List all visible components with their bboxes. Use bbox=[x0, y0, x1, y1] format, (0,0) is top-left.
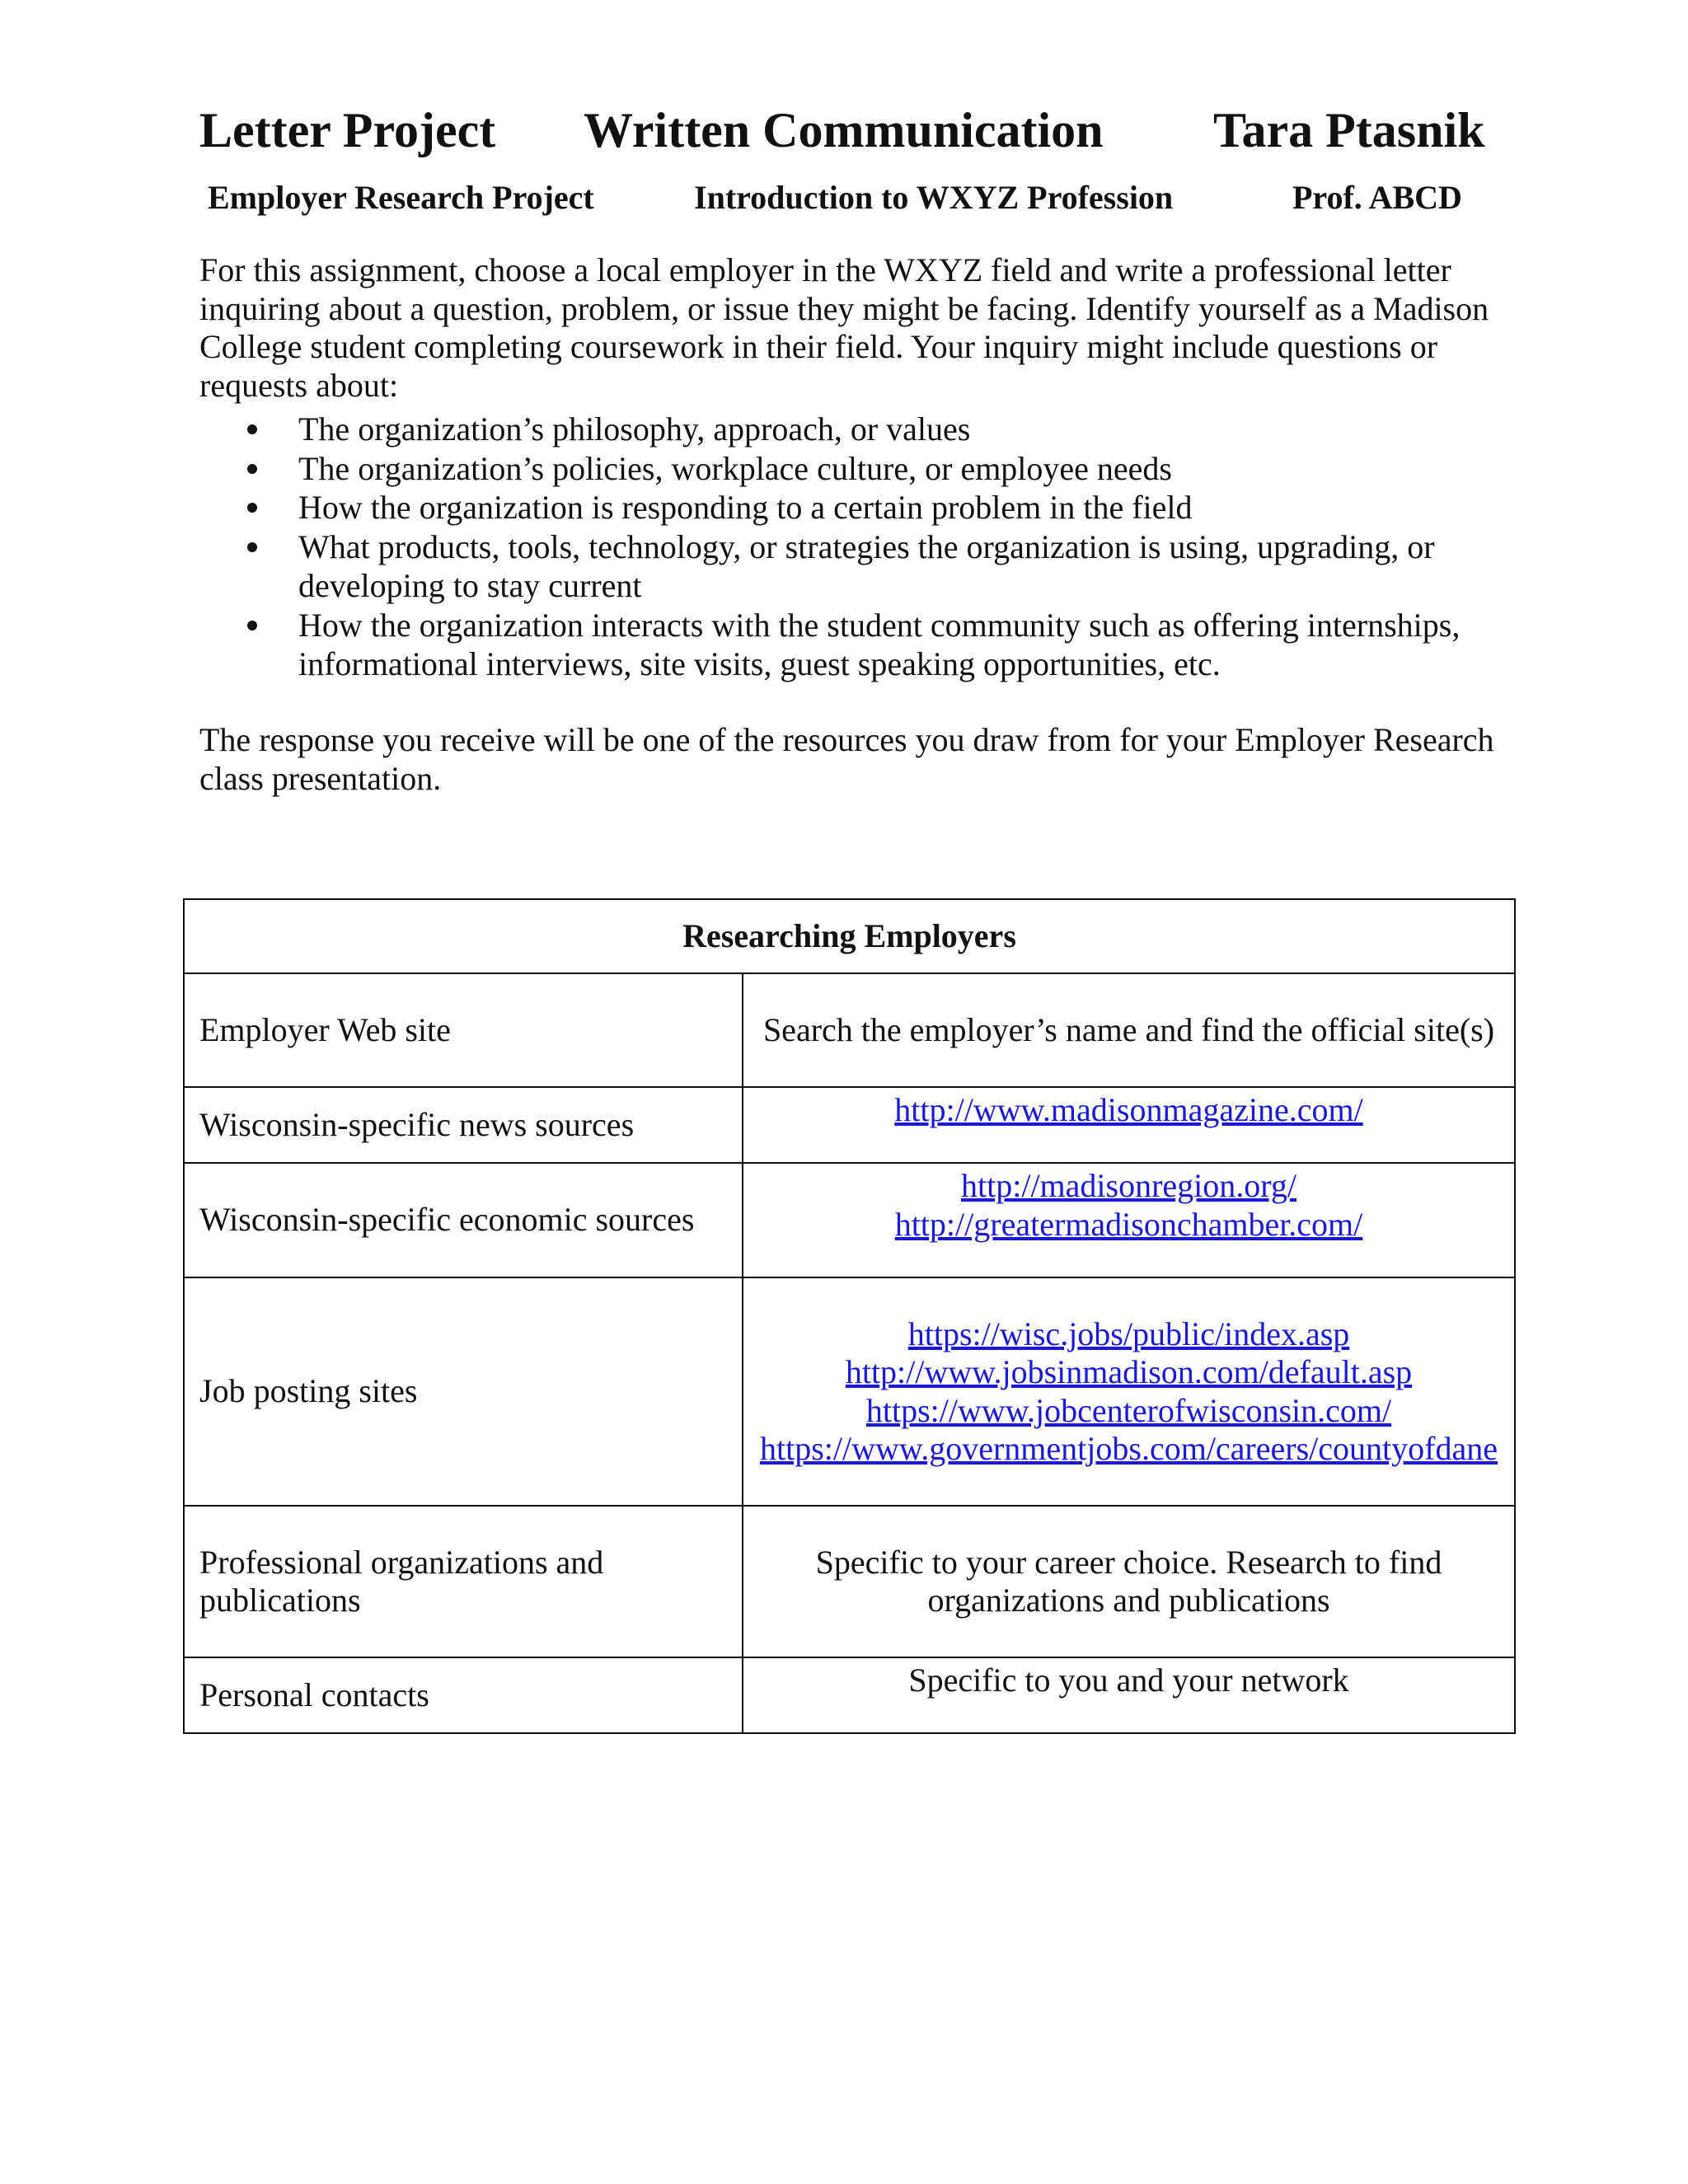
list-item-text: What products, tools, technology, or strategies the organization is using, upgrading, or developing to stay current bbox=[298, 527, 1435, 604]
row-label: Professional organizations and publications bbox=[184, 1506, 743, 1657]
table-row bbox=[184, 1277, 1515, 1506]
row-label: Wisconsin-specific news sources bbox=[184, 1087, 743, 1163]
row-value: Specific to your career choice. Research to find organizations and publications bbox=[743, 1506, 1515, 1657]
bullet-icon bbox=[247, 503, 257, 513]
table-row bbox=[184, 1657, 1515, 1733]
intro-paragraph: For this assignment, choose a local employer in the WXYZ field and write a professional letter inquiring about a question, problem, or issue they might be facing. Identify yourself as a Madison College student completing coursework in their field. Your inquiry might include questions or requests about: bbox=[199, 251, 1489, 404]
row-label: Personal contacts bbox=[184, 1657, 743, 1733]
job-site-link[interactable]: https://www.governmentjobs.com/careers/countyofdane bbox=[760, 1430, 1498, 1467]
job-site-link[interactable]: https://www.jobcenterofwisconsin.com/ bbox=[865, 1391, 1392, 1429]
list-item bbox=[199, 410, 1502, 449]
row-links bbox=[743, 1277, 1515, 1506]
title-row bbox=[199, 97, 1495, 163]
table-row bbox=[184, 973, 1515, 1087]
inquiry-list bbox=[199, 410, 1502, 684]
economic-source-link[interactable]: http://greatermadisonchamber.com/ bbox=[894, 1205, 1363, 1243]
list-item-text: How the organization is responding to a certain problem in the field bbox=[298, 489, 1193, 526]
list-item-text: The organization’s policies, workplace culture, or employee needs bbox=[298, 449, 1172, 487]
table-row bbox=[184, 1506, 1515, 1657]
table-row bbox=[184, 1087, 1515, 1163]
job-site-link[interactable]: https://wisc.jobs/public/index.asp bbox=[907, 1315, 1350, 1352]
table-heading: Researching Employers bbox=[184, 899, 1515, 973]
row-label: Job posting sites bbox=[184, 1277, 743, 1506]
list-item bbox=[199, 527, 1502, 606]
list-item-text: The organization’s philosophy, approach, or values bbox=[298, 410, 971, 448]
row-links bbox=[743, 1087, 1515, 1163]
list-item bbox=[199, 449, 1502, 489]
row-label: Employer Web site bbox=[184, 973, 743, 1087]
row-value: Search the employer’s name and find the official site(s) bbox=[743, 973, 1515, 1087]
course-name: Introduction to WXYZ Profession bbox=[694, 179, 1174, 216]
professor-name: Prof. ABCD bbox=[1292, 179, 1462, 216]
bullet-icon bbox=[247, 542, 257, 552]
row-label: Wisconsin-specific economic sources bbox=[184, 1163, 743, 1277]
bullet-icon bbox=[247, 464, 257, 474]
news-source-link[interactable]: http://www.madisonmagazine.com/ bbox=[894, 1091, 1363, 1128]
response-paragraph: The response you receive will be one of the resources you draw from for your Employer Research class presentation. bbox=[199, 721, 1494, 797]
table-row bbox=[184, 1163, 1515, 1277]
author-name: Tara Ptasnik bbox=[1213, 103, 1485, 157]
project-title: Letter Project bbox=[199, 103, 496, 157]
bullet-icon bbox=[247, 424, 257, 434]
course-title: Written Communication bbox=[584, 103, 1104, 157]
row-value: Specific to you and your network bbox=[743, 1657, 1515, 1733]
list-item-text: How the organization interacts with the student community such as offering internships, informational interviews, site visits, guest speaking opportunities, etc. bbox=[298, 606, 1461, 682]
job-site-link[interactable]: http://www.jobsinmadison.com/default.asp bbox=[845, 1353, 1413, 1390]
list-item bbox=[199, 488, 1502, 527]
assignment-name: Employer Research Project bbox=[208, 179, 594, 216]
list-item bbox=[199, 606, 1502, 684]
economic-source-link[interactable]: http://madisonregion.org/ bbox=[960, 1167, 1296, 1204]
research-table bbox=[183, 898, 1516, 1734]
subtitle-row bbox=[208, 175, 1495, 221]
bullet-icon bbox=[247, 621, 257, 630]
row-links bbox=[743, 1163, 1515, 1277]
